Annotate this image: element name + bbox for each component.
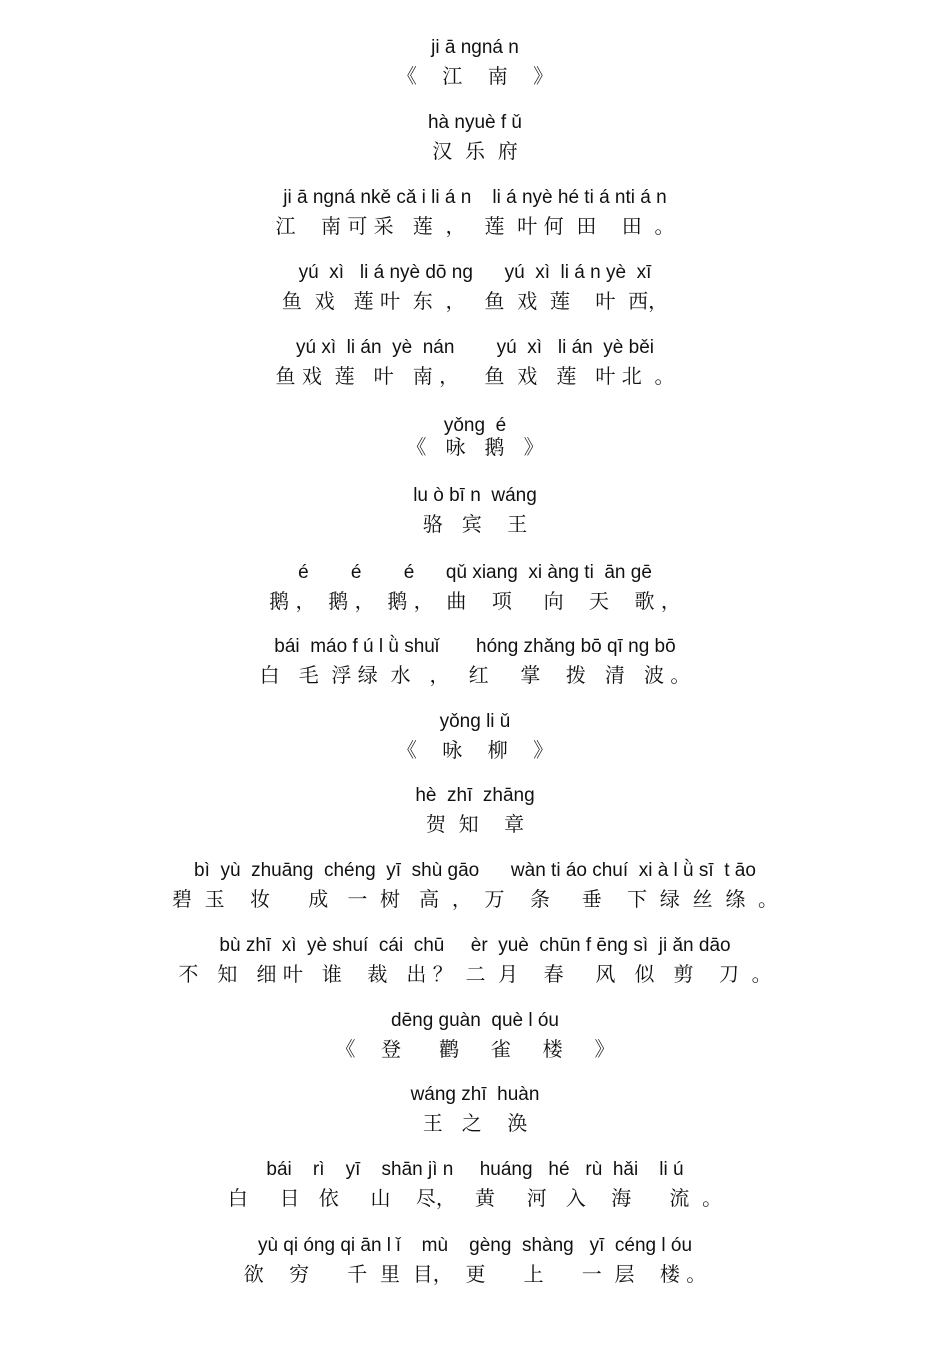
poem-4-author: 王 之 涣 (422, 1111, 528, 1135)
poem-3-verse-2-pinyin: bù zhī xì yè shuí cái chū èr yuè chūn f ēng sì ji ǎn dāo (219, 935, 731, 956)
poem-1-author-pinyin: hà nyuè f ǔ (427, 112, 523, 133)
poem-4-verse-1-pinyin: bái rì yī shān jì n huáng hé rù hǎi li ú (266, 1159, 684, 1180)
poem-3-title-pinyin: yǒng li ǔ (439, 711, 511, 732)
poem-3-author-pinyin: hè zhī zhāng (415, 785, 535, 806)
poem-4-author-pinyin: wáng zhī huàn (410, 1084, 540, 1105)
poem-3-verse-1: 碧 玉 妆 成 一 树 高 ， 万 条 垂 下 绿 丝 绦 。 (171, 887, 779, 911)
poem-2-verse-1: 鹅 ， 鹅 ， 鹅 ， 曲 项 向 天 歌 ， (269, 589, 681, 613)
poem-4-verse-1: 白 日 依 山 尽， 黄 河 入 海 流 。 (227, 1186, 723, 1210)
poem-3-author: 贺 知 章 (425, 812, 525, 836)
poem-4-verse-2: 欲 穷 千 里 目， 更 上 一 层 楼 。 (243, 1262, 707, 1286)
poem-1-author: 汉 乐 府 (432, 139, 518, 163)
poem-1-verse-3-pinyin: yú xì li án yè nán yú xì li án yè běi (295, 337, 654, 358)
poem-1-verse-1-pinyin: ji ā ngná nkě cǎ i li á n li á nyè hé ti á nti á n (283, 187, 667, 208)
poem-2-author: 骆 宾 王 (422, 512, 528, 536)
poem-2-author-pinyin: lu ò bī n wáng (413, 485, 537, 506)
poem-1-verse-3: 鱼 戏 莲 叶 南 ， 鱼 戏 莲 叶 北 。 (275, 364, 675, 388)
poem-2-verse-2: 白 毛 浮 绿 水 ， 红 掌 拨 清 波 。 (259, 663, 691, 687)
poem-4-title: 《 登 鹳 雀 楼 》 (335, 1037, 615, 1061)
poem-3-verse-2: 不 知 细 叶 谁 裁 出 ？ 二 月 春 风 似 剪 刀 。 (178, 962, 772, 986)
poem-3-title: 《 咏 柳 》 (396, 738, 554, 762)
poem-1-title-pinyin: ji ā ngná n (431, 37, 519, 58)
poem-4-title-pinyin: dēng guàn què l óu (391, 1010, 559, 1031)
poem-1-verse-2: 鱼 戏 莲 叶 东 ， 鱼 戏 莲 叶 西， (281, 289, 669, 313)
poem-3-verse-1-pinyin: bì yù zhuāng chéng yī shù gāo wàn ti áo chuí xi à l ǜ sī t āo (194, 860, 756, 881)
poem-2-title-pinyin: yǒng é (443, 415, 507, 436)
poem-2-verse-2-pinyin: bái máo f ú l ǜ shuǐ hóng zhǎng bō qī ng bō (274, 636, 676, 657)
poem-1-verse-1: 江 南 可 采 莲 ， 莲 叶 何 田 田 。 (275, 214, 675, 238)
poem-2-title: 《 咏 鹅 》 (406, 435, 544, 459)
poem-4-verse-2-pinyin: yù qi óng qi ān l ǐ mù gèng shàng yī céng l óu (257, 1235, 693, 1256)
poem-1-title: 《 江 南 》 (396, 64, 554, 88)
poem-1-verse-2-pinyin: yú xì li á nyè dō ng yú xì li á n yè xī (298, 262, 652, 283)
poem-2-verse-1-pinyin: é é é qǔ xiang xi àng ti ān gē (298, 562, 652, 583)
